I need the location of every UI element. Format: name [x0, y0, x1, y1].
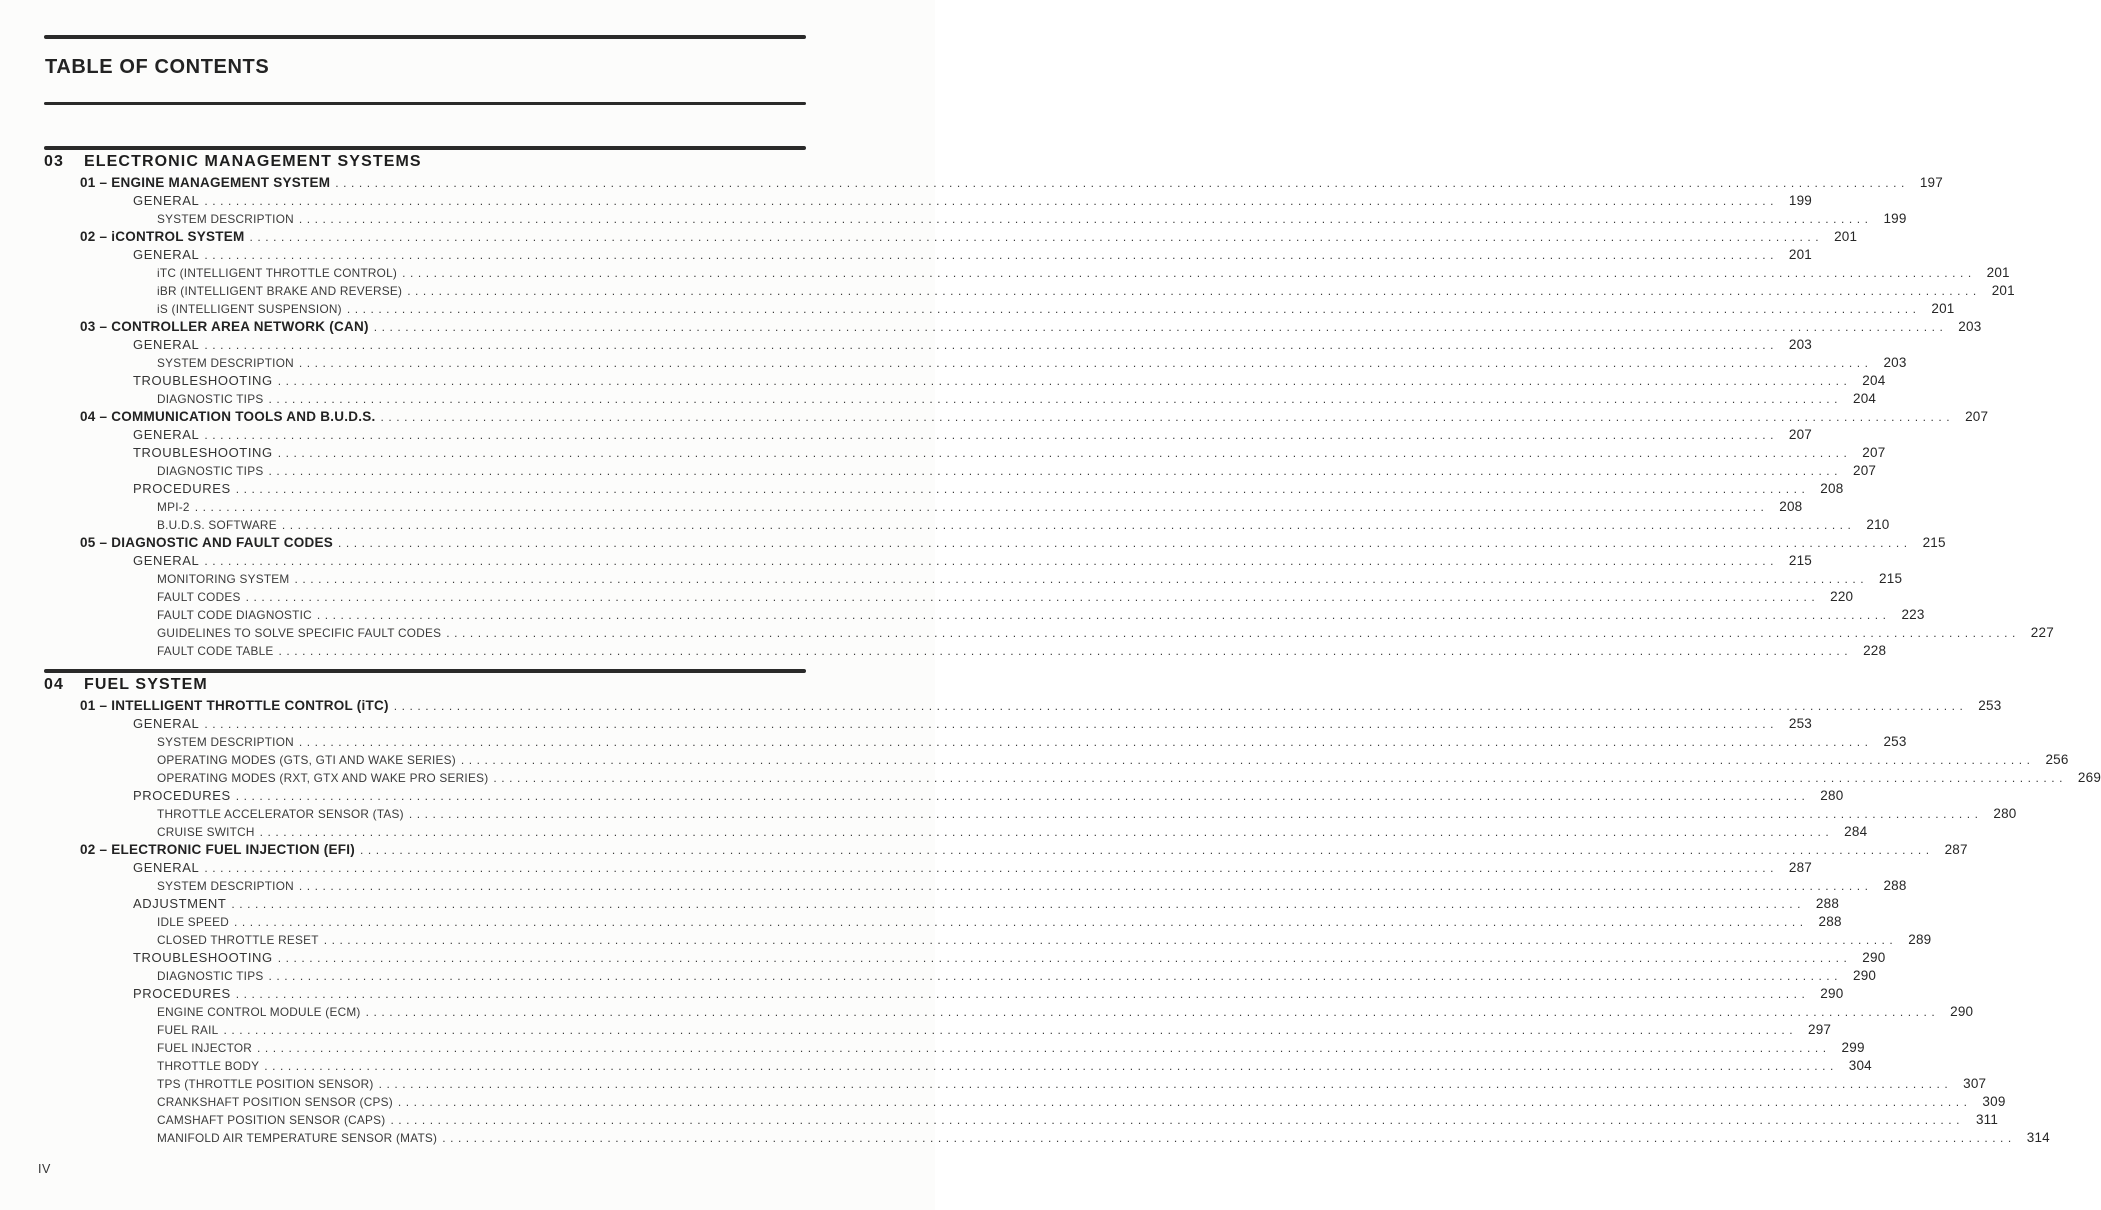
entry-label: CLOSED THROTTLE RESET — [157, 932, 319, 947]
entry-page-number: 311 — [1975, 1111, 1999, 1127]
dot-leader: . . . . . . . . . . . . . . . . . . . . . . . . . . . . . . . . . . . . . . . . . . . . . . . . . . . . . . . . . . . . . . . . . . . . . . . . . . . . . . . . . . . . . . . . . . . . . . . . . . . . . . . . . . . . . . . . . . . . . . . . . . . . . . . . . . . . . . . . . . . . . . . . . . . . . . . . . . . . . . . . . . . . . . . . . . . . . . . . . . . . . . . . . . . . . . . . . . . . . . . . — [316, 607, 1887, 622]
dot-leader: . . . . . . . . . . . . . . . . . . . . . . . . . . . . . . . . . . . . . . . . . . . . . . . . . . . . . . . . . . . . . . . . . . . . . . . . . . . . . . . . . . . . . . . . . . . . . . . . . . . . . . . . . . . . . . . . . . . . . . . . . . . . . . . . . . . . . . . . . . . . . . . . . . . . . . . . . . . . . . . . . . . . . . . . . . . . . . . . . . . . . . . . . . . . . . . . . . . . . . . . — [446, 625, 2016, 640]
entry-label: MONITORING SYSTEM — [157, 571, 290, 586]
entry-label: FAULT CODE TABLE — [157, 643, 274, 658]
entry-page-number: 304 — [1848, 1057, 1872, 1073]
section-title: FUEL SYSTEM — [84, 675, 208, 693]
entry-label: ADJUSTMENT — [133, 895, 227, 911]
dot-leader: . . . . . . . . . . . . . . . . . . . . . . . . . . . . . . . . . . . . . . . . . . . . . . . . . . . . . . . . . . . . . . . . . . . . . . . . . . . . . . . . . . . . . . . . . . . . . . . . . . . . . . . . . . . . . . . . . . . . . . . . . . . . . . . . . . . . . . . . . . . . . . . . . . . . . . . . . . . . . . . . . . . . . . . . . . . . . . . . . . . . . . . . . . . . . . . . . . . . . . . . — [402, 265, 1972, 280]
dot-leader: . . . . . . . . . . . . . . . . . . . . . . . . . . . . . . . . . . . . . . . . . . . . . . . . . . . . . . . . . . . . . . . . . . . . . . . . . . . . . . . . . . . . . . . . . . . . . . . . . . . . . . . . . . . . . . . . . . . . . . . . . . . . . . . . . . . . . . . . . . . . . . . . . . . . . . . . . . . . . . . . . . . . . . . . . . . . . . . . . . . . . . . . . . . . . . . . . . . . . . . . — [298, 734, 1869, 749]
section-divider — [44, 669, 806, 673]
toc-entry — [44, 787, 1844, 805]
toc-entry — [44, 516, 1890, 534]
entry-page-number: 290 — [1862, 949, 1886, 965]
entry-label: iTC (INTELLIGENT THROTTLE CONTROL) — [157, 265, 398, 280]
toc-entry — [44, 408, 1989, 426]
toc-entry — [44, 264, 2010, 282]
entry-label: GENERAL — [133, 859, 200, 875]
toc-entry — [44, 715, 1812, 733]
toc-entry — [44, 282, 2015, 300]
dot-leader: . . . . . . . . . . . . . . . . . . . . . . . . . . . . . . . . . . . . . . . . . . . . . . . . . . . . . . . . . . . . . . . . . . . . . . . . . . . . . . . . . . . . . . . . . . . . . . . . . . . . . . . . . . . . . . . . . . . . . . . . . . . . . . . . . . . . . . . . . . . . . . . . . . . . . . . . . . . . . . . . . . . . . . . . . . . . . . . . . . . . . . . . . . . . . . . . . . . . . . . . — [277, 950, 1848, 965]
dot-leader: . . . . . . . . . . . . . . . . . . . . . . . . . . . . . . . . . . . . . . . . . . . . . . . . . . . . . . . . . . . . . . . . . . . . . . . . . . . . . . . . . . . . . . . . . . . . . . . . . . . . . . . . . . . . . . . . . . . . . . . . . . . . . . . . . . . . . . . . . . . . . . . . . . . . . . . . . . . . . . . . . . . . . . . . . . . . . . . . . . . . . . . . . . . . . . . . . . . . . . . . — [235, 986, 1806, 1001]
top-divider — [44, 35, 806, 39]
entry-page-number: 290 — [1852, 967, 1877, 983]
entry-label: MANIFOLD AIR TEMPERATURE SENSOR (MATS) — [157, 1130, 438, 1145]
dot-leader: . . . . . . . . . . . . . . . . . . . . . . . . . . . . . . . . . . . . . . . . . . . . . . . . . . . . . . . . . . . . . . . . . . . . . . . . . . . . . . . . . . . . . . . . . . . . . . . . . . . . . . . . . . . . . . . . . . . . . . . . . . . . . . . . . . . . . . . . . . . . . . . . . . . . . . . . . . . . . . . . . . . . . . . . . . . . . . . . . . . . . . . . . . . . . . . . . . . . . . . . — [281, 517, 1852, 532]
entry-page-number: 228 — [1863, 642, 1887, 658]
dot-leader: . . . . . . . . . . . . . . . . . . . . . . . . . . . . . . . . . . . . . . . . . . . . . . . . . . . . . . . . . . . . . . . . . . . . . . . . . . . . . . . . . . . . . . . . . . . . . . . . . . . . . . . . . . . . . . . . . . . . . . . . . . . . . . . . . . . . . . . . . . . . . . . . . . . . . . . . . . . . . . . . . . . . . . . . . . . . . . . . . . . . . . . . . . . . . . . . . . . . . . . . — [323, 932, 1894, 947]
toc-entry — [44, 390, 1877, 408]
toc-entry — [44, 751, 2069, 769]
entry-label: PROCEDURES — [133, 480, 231, 496]
entry-label: iBR (INTELLIGENT BRAKE AND REVERSE) — [157, 283, 403, 298]
dot-leader: . . . . . . . . . . . . . . . . . . . . . . . . . . . . . . . . . . . . . . . . . . . . . . . . . . . . . . . . . . . . . . . . . . . . . . . . . . . . . . . . . . . . . . . . . . . . . . . . . . . . . . . . . . . . . . . . . . . . . . . . . . . . . . . . . . . . . . . . . . . . . . . . . . . . . . . . . . . . . . . . . . . . . . . . . . . . . . . . . . . . . . . . . . . . . . . . . . . . . . . . — [298, 355, 1869, 370]
toc-entry — [44, 949, 1886, 967]
toc-entry — [44, 733, 1907, 751]
toc-entry — [44, 697, 2002, 715]
toc-entry — [44, 1093, 2006, 1111]
toc-entry — [44, 877, 1907, 895]
toc-entry — [44, 1039, 1865, 1057]
entry-label: GENERAL — [133, 426, 200, 442]
entry-page-number: 207 — [1852, 462, 1877, 478]
toc-entry — [44, 823, 1868, 841]
entry-label: PROCEDURES — [133, 787, 231, 803]
entry-label: MPI-2 — [157, 499, 190, 514]
entry-page-number: 204 — [1852, 390, 1877, 406]
toc-entry — [44, 588, 1854, 606]
dot-leader: . . . . . . . . . . . . . . . . . . . . . . . . . . . . . . . . . . . . . . . . . . . . . . . . . . . . . . . . . . . . . . . . . . . . . . . . . . . . . . . . . . . . . . . . . . . . . . . . . . . . . . . . . . . . . . . . . . . . . . . . . . . . . . . . . . . . . . . . . . . . . . . . . . . . . . . . . . . . . . . . . . . . . . . . . . . . . . . . . . . . . . . . . . . . . . . . . . . . . . . . — [204, 193, 1774, 208]
entry-page-number: 215 — [1922, 534, 1946, 550]
dot-leader: . . . . . . . . . . . . . . . . . . . . . . . . . . . . . . . . . . . . . . . . . . . . . . . . . . . . . . . . . . . . . . . . . . . . . . . . . . . . . . . . . . . . . . . . . . . . . . . . . . . . . . . . . . . . . . . . . . . . . . . . . . . . . . . . . . . . . . . . . . . . . . . . . . . . . . . . . . . . . . . . . . . . . . . . . . . . . . . . . . . . . . . . . . . . . . . . . . . . . . . . — [493, 770, 2064, 785]
entry-page-number: 201 — [1991, 282, 2015, 298]
entry-page-number: 215 — [1788, 552, 1812, 568]
footer-page-number: IV — [38, 1162, 51, 1176]
dot-leader: . . . . . . . . . . . . . . . . . . . . . . . . . . . . . . . . . . . . . . . . . . . . . . . . . . . . . . . . . . . . . . . . . . . . . . . . . . . . . . . . . . . . . . . . . . . . . . . . . . . . . . . . . . . . . . . . . . . . . . . . . . . . . . . . . . . . . . . . . . . . . . . . . . . . . . . . . . . . . . . . . . . . . . . . . . . . . . . . . . . . . . . . . . . . . . . . . . . . . . . . — [442, 1130, 2012, 1145]
title-divider — [44, 102, 806, 105]
entry-label: FAULT CODE DIAGNOSTIC — [157, 607, 312, 622]
entry-page-number: 307 — [1963, 1075, 1987, 1091]
entry-label: TPS (THROTTLE POSITION SENSOR) — [157, 1076, 374, 1091]
dot-leader: . . . . . . . . . . . . . . . . . . . . . . . . . . . . . . . . . . . . . . . . . . . . . . . . . . . . . . . . . . . . . . . . . . . . . . . . . . . . . . . . . . . . . . . . . . . . . . . . . . . . . . . . . . . . . . . . . . . . . . . . . . . . . . . . . . . . . . . . . . . . . . . . . . . . . . . . . . . . . . . . . . . . . . . . . . . . . . . . . . . . . . . . . . . . . . . . . . . . . . . . — [397, 1094, 1968, 1109]
dot-leader: . . . . . . . . . . . . . . . . . . . . . . . . . . . . . . . . . . . . . . . . . . . . . . . . . . . . . . . . . . . . . . . . . . . . . . . . . . . . . . . . . . . . . . . . . . . . . . . . . . . . . . . . . . . . . . . . . . . . . . . . . . . . . . . . . . . . . . . . . . . . . . . . . . . . . . . . . . . . . . . . . . . . . . . . . . . . . . . . . . . . . . . . . . . . . . . . . . . . . . . . — [298, 211, 1869, 226]
entry-label: SYSTEM DESCRIPTION — [157, 355, 294, 370]
toc-entry — [44, 210, 1907, 228]
toc-section-fuel-system — [44, 669, 2101, 1147]
dot-leader: . . . . . . . . . . . . . . . . . . . . . . . . . . . . . . . . . . . . . . . . . . . . . . . . . . . . . . . . . . . . . . . . . . . . . . . . . . . . . . . . . . . . . . . . . . . . . . . . . . . . . . . . . . . . . . . . . . . . . . . . . . . . . . . . . . . . . . . . . . . . . . . . . . . . . . . . . . . . . . . . . . . . . . . . . . . . . . . . . . . . . . . . . . . . . . . . . . . . . . . . — [346, 301, 1917, 316]
entry-page-number: 288 — [1815, 895, 1840, 911]
section-heading — [44, 153, 806, 172]
toc-entry — [44, 769, 2101, 787]
toc-entry — [44, 300, 1955, 318]
dot-leader: . . . . . . . . . . . . . . . . . . . . . . . . . . . . . . . . . . . . . . . . . . . . . . . . . . . . . . . . . . . . . . . . . . . . . . . . . . . . . . . . . . . . . . . . . . . . . . . . . . . . . . . . . . . . . . . . . . . . . . . . . . . . . . . . . . . . . . . . . . . . . . . . . . . . . . . . . . . . . . . . . . . . . . . . . . . . . . . . . . . . . . . . . . . . . . . . . . . . . . . . — [390, 1112, 1961, 1127]
entry-page-number: 199 — [1788, 192, 1812, 208]
entry-page-number: 288 — [1818, 913, 1842, 929]
entry-label: 01 – ENGINE MANAGEMENT SYSTEM — [80, 174, 331, 190]
dot-leader: . . . . . . . . . . . . . . . . . . . . . . . . . . . . . . . . . . . . . . . . . . . . . . . . . . . . . . . . . . . . . . . . . . . . . . . . . . . . . . . . . . . . . . . . . . . . . . . . . . . . . . . . . . . . . . . . . . . . . . . . . . . . . . . . . . . . . . . . . . . . . . . . . . . . . . . . . . . . . . . . . . . . . . . . . . . . . . . . . . . . . . . . . . . . . . . . . . . . . . . . — [393, 698, 1964, 713]
toc-entry — [44, 570, 1903, 588]
dot-leader: . . . . . . . . . . . . . . . . . . . . . . . . . . . . . . . . . . . . . . . . . . . . . . . . . . . . . . . . . . . . . . . . . . . . . . . . . . . . . . . . . . . . . . . . . . . . . . . . . . . . . . . . . . . . . . . . . . . . . . . . . . . . . . . . . . . . . . . . . . . . . . . . . . . . . . . . . . . . . . . . . . . . . . . . . . . . . . . . . . . . . . . . . . . . . . . . . . . . . . . . — [365, 1004, 1936, 1019]
toc-entry — [44, 985, 1844, 1003]
dot-leader: . . . . . . . . . . . . . . . . . . . . . . . . . . . . . . . . . . . . . . . . . . . . . . . . . . . . . . . . . . . . . . . . . . . . . . . . . . . . . . . . . . . . . . . . . . . . . . . . . . . . . . . . . . . . . . . . . . . . . . . . . . . . . . . . . . . . . . . . . . . . . . . . . . . . . . . . . . . . . . . . . . . . . . . . . . . . . . . . . . . . . . . . . . . . . . . . . . . . . . . . — [277, 373, 1848, 388]
entry-label: GUIDELINES TO SOLVE SPECIFIC FAULT CODES — [157, 625, 442, 640]
entry-label: FUEL INJECTOR — [157, 1040, 253, 1055]
entry-label: DIAGNOSTIC TIPS — [157, 463, 264, 478]
dot-leader: . . . . . . . . . . . . . . . . . . . . . . . . . . . . . . . . . . . . . . . . . . . . . . . . . . . . . . . . . . . . . . . . . . . . . . . . . . . . . . . . . . . . . . . . . . . . . . . . . . . . . . . . . . . . . . . . . . . . . . . . . . . . . . . . . . . . . . . . . . . . . . . . . . . . . . . . . . . . . . . . . . . . . . . . . . . . . . . . . . . . . . . . . . . . . . . . . . . . . . . . — [407, 283, 1977, 298]
dot-leader: . . . . . . . . . . . . . . . . . . . . . . . . . . . . . . . . . . . . . . . . . . . . . . . . . . . . . . . . . . . . . . . . . . . . . . . . . . . . . . . . . . . . . . . . . . . . . . . . . . . . . . . . . . . . . . . . . . . . . . . . . . . . . . . . . . . . . . . . . . . . . . . . . . . . . . . . . . . . . . . . . . . . . . . . . . . . . . . . . . . . . . . . . . . . . . . . . . . . . . . . — [268, 463, 1839, 478]
entry-page-number: 253 — [1978, 697, 2002, 713]
entry-label: CRUISE SWITCH — [157, 824, 255, 839]
entry-page-number: 207 — [1788, 426, 1812, 442]
entry-page-number: 287 — [1788, 859, 1812, 875]
entry-page-number: 299 — [1841, 1039, 1865, 1055]
toc-entry — [44, 1057, 1872, 1075]
entry-label: GENERAL — [133, 552, 200, 568]
section-heading — [44, 676, 806, 695]
entry-page-number: 314 — [2026, 1129, 2050, 1145]
entry-page-number: 203 — [1958, 318, 1982, 334]
dot-leader: . . . . . . . . . . . . . . . . . . . . . . . . . . . . . . . . . . . . . . . . . . . . . . . . . . . . . . . . . . . . . . . . . . . . . . . . . . . . . . . . . . . . . . . . . . . . . . . . . . . . . . . . . . . . . . . . . . . . . . . . . . . . . . . . . . . . . . . . . . . . . . . . . . . . . . . . . . . . . . . . . . . . . . . . . . . . . . . . . . . . . . . . . . . . . . . . . . . . . . . . — [278, 643, 1849, 658]
entry-label: 02 – iCONTROL SYSTEM — [80, 228, 245, 244]
toc-entry — [44, 228, 1858, 246]
entry-label: CRANKSHAFT POSITION SENSOR (CPS) — [157, 1094, 393, 1109]
toc-entry — [44, 1129, 2050, 1147]
dot-leader: . . . . . . . . . . . . . . . . . . . . . . . . . . . . . . . . . . . . . . . . . . . . . . . . . . . . . . . . . . . . . . . . . . . . . . . . . . . . . . . . . . . . . . . . . . . . . . . . . . . . . . . . . . . . . . . . . . . . . . . . . . . . . . . . . . . . . . . . . . . . . . . . . . . . . . . . . . . . . . . . . . . . . . . . . . . . . . . . . . . . . . . . . . . . . . . . . . . . . . . . — [378, 1076, 1949, 1091]
entry-page-number: 289 — [1908, 931, 1932, 947]
entry-label: 05 – DIAGNOSTIC AND FAULT CODES — [80, 534, 334, 550]
dot-leader: . . . . . . . . . . . . . . . . . . . . . . . . . . . . . . . . . . . . . . . . . . . . . . . . . . . . . . . . . . . . . . . . . . . . . . . . . . . . . . . . . . . . . . . . . . . . . . . . . . . . . . . . . . . . . . . . . . . . . . . . . . . . . . . . . . . . . . . . . . . . . . . . . . . . . . . . . . . . . . . . . . . . . . . . . . . . . . . . . . . . . . . . . . . . . . . . . . . . . . . . — [408, 806, 1979, 821]
entry-label: TROUBLESHOOTING — [133, 949, 273, 965]
entry-page-number: 287 — [1944, 841, 1968, 857]
dot-leader: . . . . . . . . . . . . . . . . . . . . . . . . . . . . . . . . . . . . . . . . . . . . . . . . . . . . . . . . . . . . . . . . . . . . . . . . . . . . . . . . . . . . . . . . . . . . . . . . . . . . . . . . . . . . . . . . . . . . . . . . . . . . . . . . . . . . . . . . . . . . . . . . . . . . . . . . . . . . . . . . . . . . . . . . . . . . . . . . . . . . . . . . . . . . . . . . . . . . . . . . — [204, 427, 1774, 442]
dot-leader: . . . . . . . . . . . . . . . . . . . . . . . . . . . . . . . . . . . . . . . . . . . . . . . . . . . . . . . . . . . . . . . . . . . . . . . . . . . . . . . . . . . . . . . . . . . . . . . . . . . . . . . . . . . . . . . . . . . . . . . . . . . . . . . . . . . . . . . . . . . . . . . . . . . . . . . . . . . . . . . . . . . . . . . . . . . . . . . . . . . . . . . . . . . . . . . . . . . . . . . . — [245, 589, 1816, 604]
entry-page-number: 208 — [1820, 480, 1844, 496]
dot-leader: . . . . . . . . . . . . . . . . . . . . . . . . . . . . . . . . . . . . . . . . . . . . . . . . . . . . . . . . . . . . . . . . . . . . . . . . . . . . . . . . . . . . . . . . . . . . . . . . . . . . . . . . . . . . . . . . . . . . . . . . . . . . . . . . . . . . . . . . . . . . . . . . . . . . . . . . . . . . . . . . . . . . . . . . . . . . . . . . . . . . . . . . . . . . . . . . . . . . . . . . — [204, 247, 1774, 262]
entry-page-number: 290 — [1950, 1003, 1974, 1019]
dot-leader: . . . . . . . . . . . . . . . . . . . . . . . . . . . . . . . . . . . . . . . . . . . . . . . . . . . . . . . . . . . . . . . . . . . . . . . . . . . . . . . . . . . . . . . . . . . . . . . . . . . . . . . . . . . . . . . . . . . . . . . . . . . . . . . . . . . . . . . . . . . . . . . . . . . . . . . . . . . . . . . . . . . . . . . . . . . . . . . . . . . . . . . . . . . . . . . . . . . . . . . . — [204, 860, 1774, 875]
toc-entry — [44, 1021, 1832, 1039]
toc-entry — [44, 354, 1907, 372]
entry-label: 04 – COMMUNICATION TOOLS AND B.U.D.S. — [80, 408, 376, 424]
section-title: ELECTRONIC MANAGEMENT SYSTEMS — [84, 152, 422, 170]
dot-leader: . . . . . . . . . . . . . . . . . . . . . . . . . . . . . . . . . . . . . . . . . . . . . . . . . . . . . . . . . . . . . . . . . . . . . . . . . . . . . . . . . . . . . . . . . . . . . . . . . . . . . . . . . . . . . . . . . . . . . . . . . . . . . . . . . . . . . . . . . . . . . . . . . . . . . . . . . . . . . . . . . . . . . . . . . . . . . . . . . . . . . . . . . . . . . . . . . . . . . . . . — [268, 391, 1839, 406]
dot-leader: . . . . . . . . . . . . . . . . . . . . . . . . . . . . . . . . . . . . . . . . . . . . . . . . . . . . . . . . . . . . . . . . . . . . . . . . . . . . . . . . . . . . . . . . . . . . . . . . . . . . . . . . . . . . . . . . . . . . . . . . . . . . . . . . . . . . . . . . . . . . . . . . . . . . . . . . . . . . . . . . . . . . . . . . . . . . . . . . . . . . . . . . . . . . . . . . . . . . . . . . — [360, 842, 1930, 857]
entry-page-number: 204 — [1862, 372, 1886, 388]
dot-leader: . . . . . . . . . . . . . . . . . . . . . . . . . . . . . . . . . . . . . . . . . . . . . . . . . . . . . . . . . . . . . . . . . . . . . . . . . . . . . . . . . . . . . . . . . . . . . . . . . . . . . . . . . . . . . . . . . . . . . . . . . . . . . . . . . . . . . . . . . . . . . . . . . . . . . . . . . . . . . . . . . . . . . . . . . . . . . . . . . . . . . . . . . . . . . . . . . . . . . . . . — [235, 481, 1806, 496]
toc-entry — [44, 480, 1844, 498]
entry-page-number: 309 — [1982, 1093, 2006, 1109]
toc-section-electronic-management — [44, 146, 2054, 660]
entry-label: THROTTLE BODY — [157, 1058, 260, 1073]
toc-entry — [44, 246, 1812, 264]
entry-page-number: 203 — [1883, 354, 1907, 370]
entry-page-number: 203 — [1788, 336, 1812, 352]
toc-entry — [44, 426, 1812, 444]
entry-label: 03 – CONTROLLER AREA NETWORK (CAN) — [80, 318, 369, 334]
toc-entry — [44, 805, 2017, 823]
entry-page-number: 201 — [1788, 246, 1812, 262]
entry-page-number: 197 — [1919, 174, 1943, 190]
toc-entry — [44, 642, 1887, 660]
toc-entry — [44, 967, 1877, 985]
entry-label: DIAGNOSTIC TIPS — [157, 391, 264, 406]
entry-label: FUEL RAIL — [157, 1022, 219, 1037]
toc-entry — [44, 913, 1842, 931]
dot-leader: . . . . . . . . . . . . . . . . . . . . . . . . . . . . . . . . . . . . . . . . . . . . . . . . . . . . . . . . . . . . . . . . . . . . . . . . . . . . . . . . . . . . . . . . . . . . . . . . . . . . . . . . . . . . . . . . . . . . . . . . . . . . . . . . . . . . . . . . . . . . . . . . . . . . . . . . . . . . . . . . . . . . . . . . . . . . . . . . . . . . . . . . . . . . . . . . . . . . . . . . — [277, 445, 1848, 460]
entry-label: TROUBLESHOOTING — [133, 372, 273, 388]
section-entries — [44, 174, 2054, 660]
toc-entry — [44, 606, 1925, 624]
entry-page-number: 210 — [1866, 516, 1890, 532]
toc-entry — [44, 462, 1877, 480]
dot-leader: . . . . . . . . . . . . . . . . . . . . . . . . . . . . . . . . . . . . . . . . . . . . . . . . . . . . . . . . . . . . . . . . . . . . . . . . . . . . . . . . . . . . . . . . . . . . . . . . . . . . . . . . . . . . . . . . . . . . . . . . . . . . . . . . . . . . . . . . . . . . . . . . . . . . . . . . . . . . . . . . . . . . . . . . . . . . . . . . . . . . . . . . . . . . . . . . . . . . . . . . — [298, 878, 1869, 893]
entry-page-number: 280 — [1993, 805, 2017, 821]
toc-entry — [44, 1003, 1974, 1021]
dot-leader: . . . . . . . . . . . . . . . . . . . . . . . . . . . . . . . . . . . . . . . . . . . . . . . . . . . . . . . . . . . . . . . . . . . . . . . . . . . . . . . . . . . . . . . . . . . . . . . . . . . . . . . . . . . . . . . . . . . . . . . . . . . . . . . . . . . . . . . . . . . . . . . . . . . . . . . . . . . . . . . . . . . . . . . . . . . . . . . . . . . . . . . . . . . . . . . . . . . . . . . . — [460, 752, 2031, 767]
toc-entry — [44, 1111, 1999, 1129]
entry-label: PROCEDURES — [133, 985, 231, 1001]
entry-label: DIAGNOSTIC TIPS — [157, 968, 264, 983]
dot-leader: . . . . . . . . . . . . . . . . . . . . . . . . . . . . . . . . . . . . . . . . . . . . . . . . . . . . . . . . . . . . . . . . . . . . . . . . . . . . . . . . . . . . . . . . . . . . . . . . . . . . . . . . . . . . . . . . . . . . . . . . . . . . . . . . . . . . . . . . . . . . . . . . . . . . . . . . . . . . . . . . . . . . . . . . . . . . . . . . . . . . . . . . . . . . . . . . . . . . . . . . — [234, 914, 1804, 929]
entry-page-number: 288 — [1883, 877, 1907, 893]
toc-entry — [44, 1075, 1987, 1093]
entry-page-number: 208 — [1779, 498, 1803, 514]
toc-entry — [44, 841, 1968, 859]
entry-page-number: 280 — [1820, 787, 1844, 803]
entry-page-number: 297 — [1808, 1021, 1832, 1037]
toc-entry — [44, 498, 1803, 516]
entry-page-number: 269 — [2077, 769, 2101, 785]
toc-entry — [44, 318, 1982, 336]
toc-entry — [44, 174, 1943, 192]
entry-page-number: 227 — [2030, 624, 2054, 640]
entry-label: OPERATING MODES (RXT, GTX AND WAKE PRO SERIES) — [157, 770, 489, 785]
entry-label: GENERAL — [133, 192, 200, 208]
entry-page-number: 201 — [1986, 264, 2010, 280]
entry-label: 01 – INTELLIGENT THROTTLE CONTROL (iTC) — [80, 697, 389, 713]
dot-leader: . . . . . . . . . . . . . . . . . . . . . . . . . . . . . . . . . . . . . . . . . . . . . . . . . . . . . . . . . . . . . . . . . . . . . . . . . . . . . . . . . . . . . . . . . . . . . . . . . . . . . . . . . . . . . . . . . . . . . . . . . . . . . . . . . . . . . . . . . . . . . . . . . . . . . . . . . . . . . . . . . . . . . . . . . . . . . . . . . . . . . . . . . . . . . . . . . . . . . . . . — [223, 1022, 1794, 1037]
entry-page-number: 201 — [1931, 300, 1955, 316]
toc-entry — [44, 336, 1812, 354]
section-divider — [44, 146, 806, 150]
dot-leader: . . . . . . . . . . . . . . . . . . . . . . . . . . . . . . . . . . . . . . . . . . . . . . . . . . . . . . . . . . . . . . . . . . . . . . . . . . . . . . . . . . . . . . . . . . . . . . . . . . . . . . . . . . . . . . . . . . . . . . . . . . . . . . . . . . . . . . . . . . . . . . . . . . . . . . . . . . . . . . . . . . . . . . . . . . . . . . . . . . . . . . . . . . . . . . . . . . . . . . . . — [235, 788, 1806, 803]
dot-leader: . . . . . . . . . . . . . . . . . . . . . . . . . . . . . . . . . . . . . . . . . . . . . . . . . . . . . . . . . . . . . . . . . . . . . . . . . . . . . . . . . . . . . . . . . . . . . . . . . . . . . . . . . . . . . . . . . . . . . . . . . . . . . . . . . . . . . . . . . . . . . . . . . . . . . . . . . . . . . . . . . . . . . . . . . . . . . . . . . . . . . . . . . . . . . . . . . . . . . . . . — [194, 499, 1765, 514]
entry-page-number: 253 — [1788, 715, 1812, 731]
entry-label: IDLE SPEED — [157, 914, 229, 929]
dot-leader: . . . . . . . . . . . . . . . . . . . . . . . . . . . . . . . . . . . . . . . . . . . . . . . . . . . . . . . . . . . . . . . . . . . . . . . . . . . . . . . . . . . . . . . . . . . . . . . . . . . . . . . . . . . . . . . . . . . . . . . . . . . . . . . . . . . . . . . . . . . . . . . . . . . . . . . . . . . . . . . . . . . . . . . . . . . . . . . . . . . . . . . . . . . . . . . . . . . . . . . . — [249, 229, 1820, 244]
entry-label: THROTTLE ACCELERATOR SENSOR (TAS) — [157, 806, 404, 821]
toc-entry — [44, 859, 1812, 877]
entry-page-number: 253 — [1883, 733, 1907, 749]
toc-entry — [44, 372, 1886, 390]
toc-entry — [44, 931, 1932, 949]
dot-leader: . . . . . . . . . . . . . . . . . . . . . . . . . . . . . . . . . . . . . . . . . . . . . . . . . . . . . . . . . . . . . . . . . . . . . . . . . . . . . . . . . . . . . . . . . . . . . . . . . . . . . . . . . . . . . . . . . . . . . . . . . . . . . . . . . . . . . . . . . . . . . . . . . . . . . . . . . . . . . . . . . . . . . . . . . . . . . . . . . . . . . . . . . . . . . . . . . . . . . . . . — [257, 1040, 1827, 1055]
entry-label: GENERAL — [133, 715, 200, 731]
entry-page-number: 220 — [1830, 588, 1854, 604]
dot-leader: . . . . . . . . . . . . . . . . . . . . . . . . . . . . . . . . . . . . . . . . . . . . . . . . . . . . . . . . . . . . . . . . . . . . . . . . . . . . . . . . . . . . . . . . . . . . . . . . . . . . . . . . . . . . . . . . . . . . . . . . . . . . . . . . . . . . . . . . . . . . . . . . . . . . . . . . . . . . . . . . . . . . . . . . . . . . . . . . . . . . . . . . . . . . . . . . . . . . . . . . — [264, 1058, 1834, 1073]
page-title: TABLE OF CONTENTS — [45, 56, 270, 78]
entry-label: GENERAL — [133, 246, 200, 262]
entry-page-number: 290 — [1820, 985, 1844, 1001]
entry-label: SYSTEM DESCRIPTION — [157, 734, 294, 749]
dot-leader: . . . . . . . . . . . . . . . . . . . . . . . . . . . . . . . . . . . . . . . . . . . . . . . . . . . . . . . . . . . . . . . . . . . . . . . . . . . . . . . . . . . . . . . . . . . . . . . . . . . . . . . . . . . . . . . . . . . . . . . . . . . . . . . . . . . . . . . . . . . . . . . . . . . . . . . . . . . . . . . . . . . . . . . . . . . . . . . . . . . . . . . . . . . . . . . . . . . . . . . . — [380, 409, 1951, 424]
dot-leader: . . . . . . . . . . . . . . . . . . . . . . . . . . . . . . . . . . . . . . . . . . . . . . . . . . . . . . . . . . . . . . . . . . . . . . . . . . . . . . . . . . . . . . . . . . . . . . . . . . . . . . . . . . . . . . . . . . . . . . . . . . . . . . . . . . . . . . . . . . . . . . . . . . . . . . . . . . . . . . . . . . . . . . . . . . . . . . . . . . . . . . . . . . . . . . . . . . . . . . . . — [204, 553, 1774, 568]
toc-entry — [44, 895, 1840, 913]
section-number: 04 — [44, 675, 64, 693]
entry-label: FAULT CODES — [157, 589, 241, 604]
dot-leader: . . . . . . . . . . . . . . . . . . . . . . . . . . . . . . . . . . . . . . . . . . . . . . . . . . . . . . . . . . . . . . . . . . . . . . . . . . . . . . . . . . . . . . . . . . . . . . . . . . . . . . . . . . . . . . . . . . . . . . . . . . . . . . . . . . . . . . . . . . . . . . . . . . . . . . . . . . . . . . . . . . . . . . . . . . . . . . . . . . . . . . . . . . . . . . . . . . . . . . . . — [231, 896, 1802, 911]
dot-leader: . . . . . . . . . . . . . . . . . . . . . . . . . . . . . . . . . . . . . . . . . . . . . . . . . . . . . . . . . . . . . . . . . . . . . . . . . . . . . . . . . . . . . . . . . . . . . . . . . . . . . . . . . . . . . . . . . . . . . . . . . . . . . . . . . . . . . . . . . . . . . . . . . . . . . . . . . . . . . . . . . . . . . . . . . . . . . . . . . . . . . . . . . . . . . . . . . . . . . . . . — [335, 175, 1905, 190]
dot-leader: . . . . . . . . . . . . . . . . . . . . . . . . . . . . . . . . . . . . . . . . . . . . . . . . . . . . . . . . . . . . . . . . . . . . . . . . . . . . . . . . . . . . . . . . . . . . . . . . . . . . . . . . . . . . . . . . . . . . . . . . . . . . . . . . . . . . . . . . . . . . . . . . . . . . . . . . . . . . . . . . . . . . . . . . . . . . . . . . . . . . . . . . . . . . . . . . . . . . . . . . — [338, 535, 1908, 550]
section-number: 03 — [44, 152, 64, 170]
section-entries — [44, 697, 2101, 1147]
entry-label: SYSTEM DESCRIPTION — [157, 878, 294, 893]
entry-label: ENGINE CONTROL MODULE (ECM) — [157, 1004, 361, 1019]
entry-page-number: 215 — [1879, 570, 1903, 586]
toc-entry — [44, 624, 2054, 642]
entry-label: TROUBLESHOOTING — [133, 444, 273, 460]
toc-entry — [44, 192, 1812, 210]
entry-page-number: 207 — [1965, 408, 1989, 424]
toc-entry — [44, 552, 1812, 570]
entry-label: CAMSHAFT POSITION SENSOR (CAPS) — [157, 1112, 386, 1127]
entry-label: OPERATING MODES (GTS, GTI AND WAKE SERIES) — [157, 752, 456, 767]
entry-page-number: 223 — [1901, 606, 1925, 622]
entry-label: iS (INTELLIGENT SUSPENSION) — [157, 301, 342, 316]
dot-leader: . . . . . . . . . . . . . . . . . . . . . . . . . . . . . . . . . . . . . . . . . . . . . . . . . . . . . . . . . . . . . . . . . . . . . . . . . . . . . . . . . . . . . . . . . . . . . . . . . . . . . . . . . . . . . . . . . . . . . . . . . . . . . . . . . . . . . . . . . . . . . . . . . . . . . . . . . . . . . . . . . . . . . . . . . . . . . . . . . . . . . . . . . . . . . . . . . . . . . . . . — [204, 337, 1774, 352]
entry-label: SYSTEM DESCRIPTION — [157, 211, 294, 226]
dot-leader: . . . . . . . . . . . . . . . . . . . . . . . . . . . . . . . . . . . . . . . . . . . . . . . . . . . . . . . . . . . . . . . . . . . . . . . . . . . . . . . . . . . . . . . . . . . . . . . . . . . . . . . . . . . . . . . . . . . . . . . . . . . . . . . . . . . . . . . . . . . . . . . . . . . . . . . . . . . . . . . . . . . . . . . . . . . . . . . . . . . . . . . . . . . . . . . . . . . . . . . . — [294, 571, 1865, 586]
entry-page-number: 201 — [1834, 228, 1858, 244]
entry-label: GENERAL — [133, 336, 200, 352]
dot-leader: . . . . . . . . . . . . . . . . . . . . . . . . . . . . . . . . . . . . . . . . . . . . . . . . . . . . . . . . . . . . . . . . . . . . . . . . . . . . . . . . . . . . . . . . . . . . . . . . . . . . . . . . . . . . . . . . . . . . . . . . . . . . . . . . . . . . . . . . . . . . . . . . . . . . . . . . . . . . . . . . . . . . . . . . . . . . . . . . . . . . . . . . . . . . . . . . . . . . . . . . — [259, 824, 1830, 839]
entry-page-number: 199 — [1883, 210, 1907, 226]
toc-entry — [44, 444, 1886, 462]
dot-leader: . . . . . . . . . . . . . . . . . . . . . . . . . . . . . . . . . . . . . . . . . . . . . . . . . . . . . . . . . . . . . . . . . . . . . . . . . . . . . . . . . . . . . . . . . . . . . . . . . . . . . . . . . . . . . . . . . . . . . . . . . . . . . . . . . . . . . . . . . . . . . . . . . . . . . . . . . . . . . . . . . . . . . . . . . . . . . . . . . . . . . . . . . . . . . . . . . . . . . . . . — [373, 319, 1944, 334]
dot-leader: . . . . . . . . . . . . . . . . . . . . . . . . . . . . . . . . . . . . . . . . . . . . . . . . . . . . . . . . . . . . . . . . . . . . . . . . . . . . . . . . . . . . . . . . . . . . . . . . . . . . . . . . . . . . . . . . . . . . . . . . . . . . . . . . . . . . . . . . . . . . . . . . . . . . . . . . . . . . . . . . . . . . . . . . . . . . . . . . . . . . . . . . . . . . . . . . . . . . . . . . — [204, 716, 1774, 731]
dot-leader: . . . . . . . . . . . . . . . . . . . . . . . . . . . . . . . . . . . . . . . . . . . . . . . . . . . . . . . . . . . . . . . . . . . . . . . . . . . . . . . . . . . . . . . . . . . . . . . . . . . . . . . . . . . . . . . . . . . . . . . . . . . . . . . . . . . . . . . . . . . . . . . . . . . . . . . . . . . . . . . . . . . . . . . . . . . . . . . . . . . . . . . . . . . . . . . . . . . . . . . . — [268, 968, 1839, 983]
entry-label: B.U.D.S. SOFTWARE — [157, 517, 277, 532]
entry-page-number: 256 — [2045, 751, 2069, 767]
entry-page-number: 207 — [1862, 444, 1886, 460]
entry-label: 02 – ELECTRONIC FUEL INJECTION (EFI) — [80, 841, 356, 857]
toc-entry — [44, 534, 1946, 552]
entry-page-number: 284 — [1844, 823, 1868, 839]
